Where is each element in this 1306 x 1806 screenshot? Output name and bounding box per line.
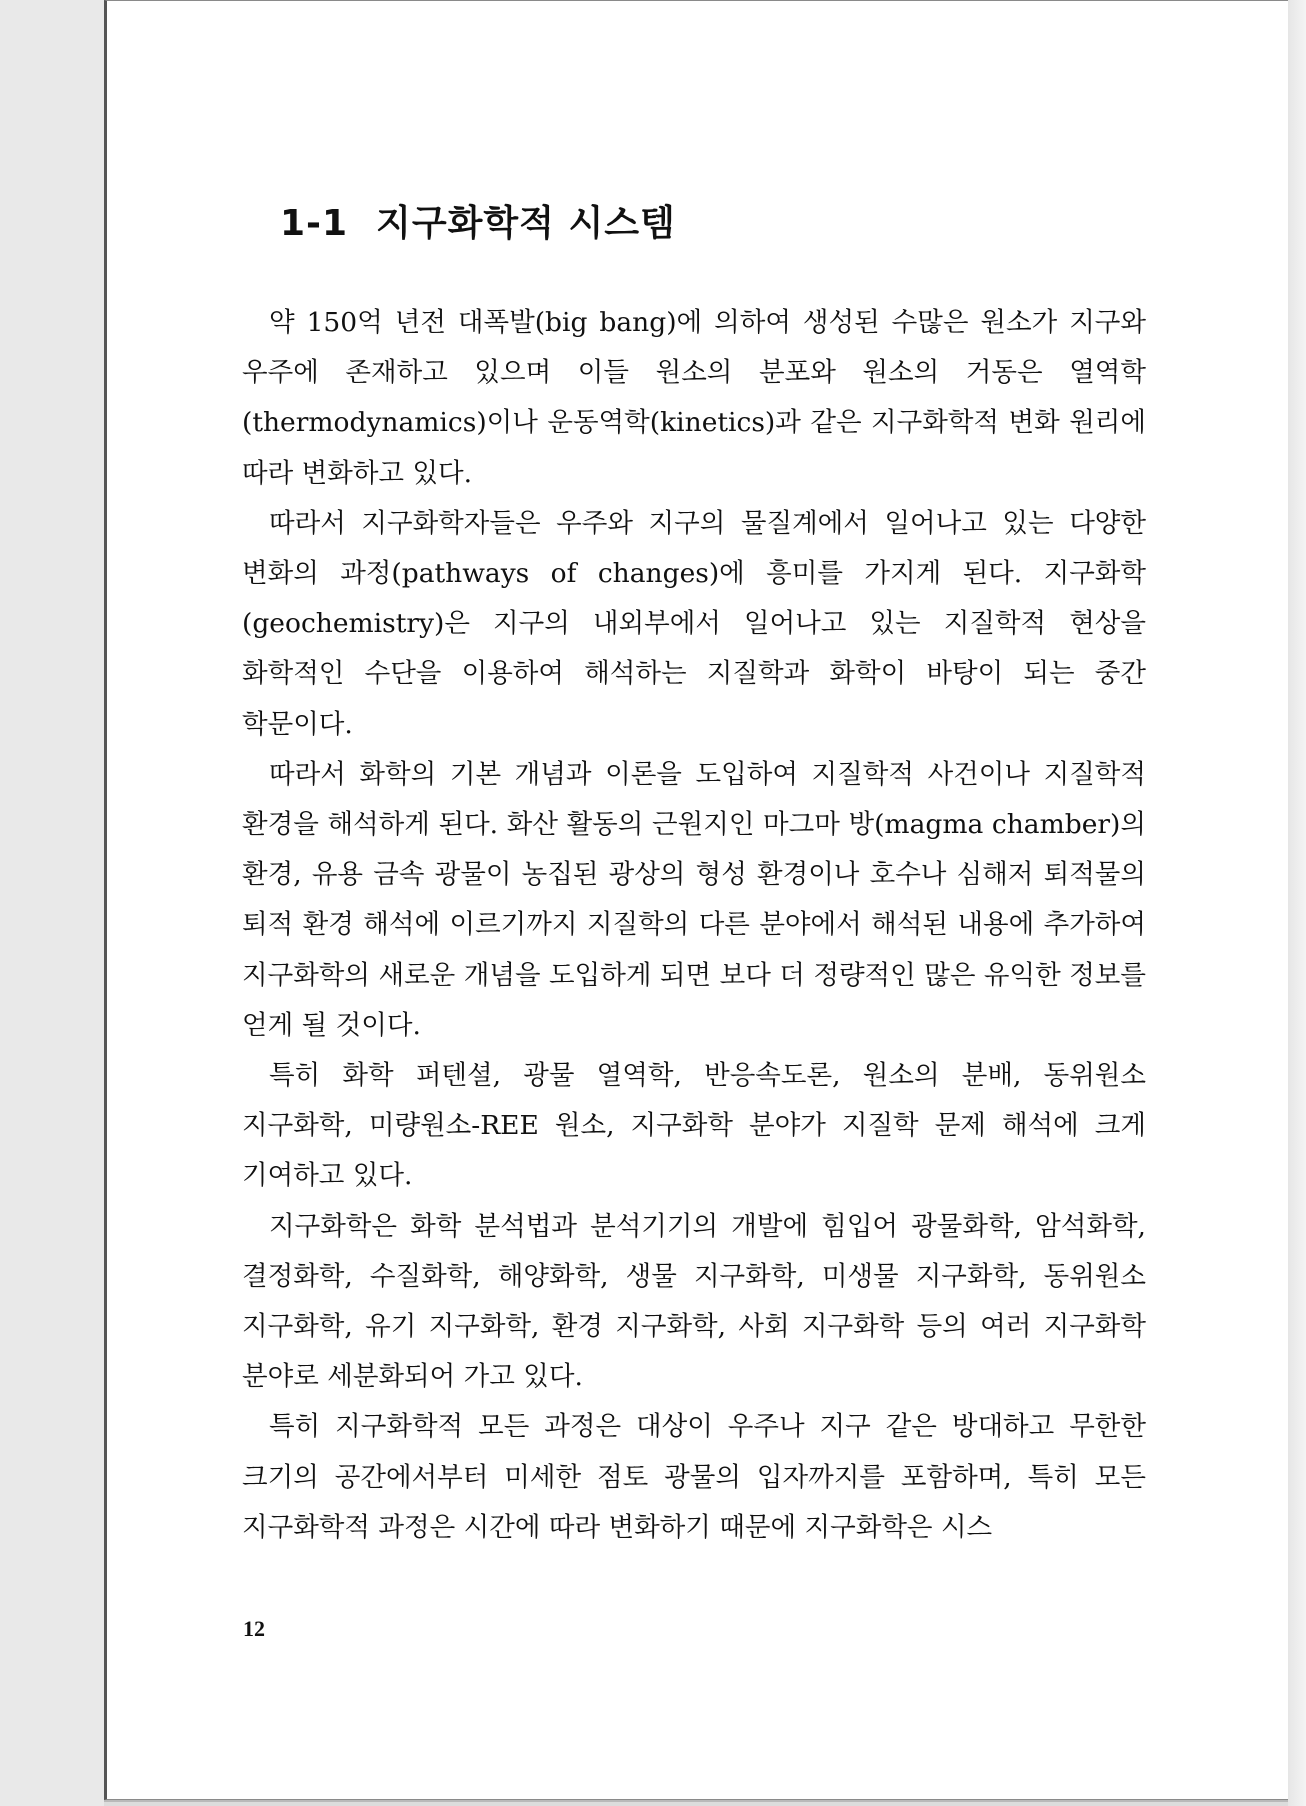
- paragraph: 약 150억 년전 대폭발(big bang)에 의하여 생성된 수많은 원소가 지구와 우주에 존재하고 있으며 이들 원소의 분포와 원소의 거동은 열역학(thermodynamics)이나 운동역학(kinetics)과 같은 지구화학적 변화 원리에 따라 변화하고 있다.: [242, 307, 1146, 489]
- section-title: 지구화학적 시스템: [376, 203, 676, 244]
- paragraph: 따라서 지구화학자들은 우주와 지구의 물질계에서 일어나고 있는 다양한 변화의 과정(pathways of changes)에 흥미를 가지게 된다. 지구화학(geochemistry)은 지구의 내외부에서 일어나고 있는 지질학적 현상을 화학적인 수단을 이용하여 해석하는 지질학과 화학이 바탕이 되는 중간 학문이다.: [242, 507, 1146, 740]
- paragraph: 따라서 화학의 기본 개념과 이론을 도입하여 지질학적 사건이나 지질학적 환경을 해석하게 된다. 화산 활동의 근원지인 마그마 방(magma chamber)의 환경, 유용 금속 광물이 농집된 광상의 형성 환경이나 호수나 심해저 퇴적물의 퇴적 환경 해석에 이르기까지 지질학의 다른 분야에서 해석된 내용에 추가하여 지구화학의 새로운 개념을 도입하게 되면 보다 더 정량적인 많은 유익한 정보를 얻게 될 것이다.: [242, 758, 1146, 1041]
- section-number: 1-1: [280, 203, 349, 244]
- page-number: 12: [243, 1616, 265, 1641]
- viewer-background-left: [0, 0, 104, 1806]
- paragraph: 지구화학은 화학 분석법과 분석기기의 개발에 힘입어 광물화학, 암석화학, 결정화학, 수질화학, 해양화학, 생물 지구화학, 미생물 지구화학, 동위원소 지구화학, 유기 지구화학, 환경 지구화학, 사회 지구화학 등의 여러 지구화학 분야로 세분화되어 가고 있다.: [242, 1210, 1146, 1393]
- page-content: [242, 195, 1146, 1553]
- paragraph: 특히 화학 퍼텐셜, 광물 열역학, 반응속도론, 원소의 분배, 동위원소 지구화학, 미량원소-REE 원소, 지구화학 분야가 지질학 문제 해석에 크게 기여하고 있다.: [242, 1060, 1146, 1192]
- paragraph: 특히 지구화학적 모든 과정은 대상이 우주나 지구 같은 방대하고 무한한 크기의 공간에서부터 미세한 점토 광물의 입자까지를 포함하며, 특히 모든 지구화학적 과정은 시간에 따라 변화하기 때문에 지구화학은 시스: [242, 1411, 1146, 1543]
- viewer-background-right: [1288, 0, 1306, 1806]
- section-heading: [280, 195, 1146, 246]
